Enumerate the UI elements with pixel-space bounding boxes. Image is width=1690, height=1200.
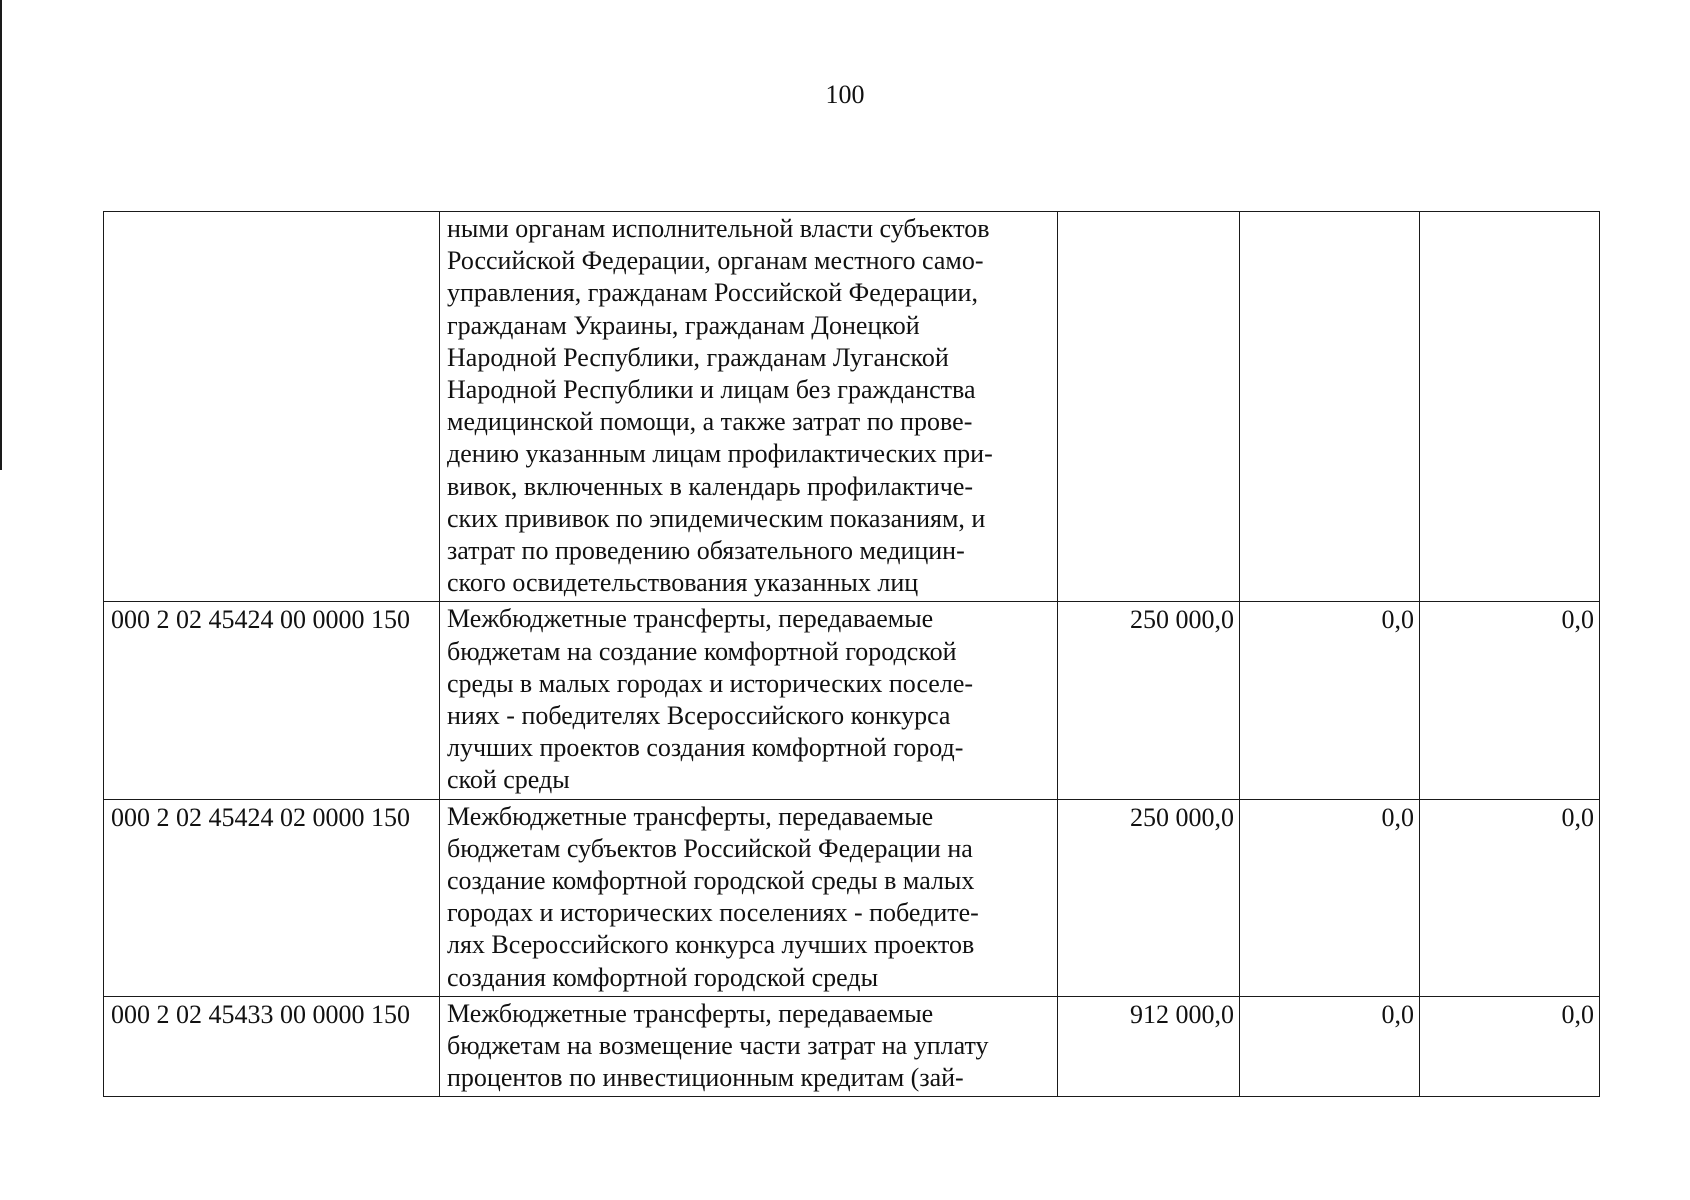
- table-row: [104, 212, 1600, 602]
- row-description: [440, 602, 1058, 799]
- budget-table: [103, 211, 1600, 1097]
- row-code: 000 2 02 45433 00 0000 150: [104, 996, 440, 1097]
- row-value-3: 0,0: [1420, 996, 1600, 1097]
- row-value-1: 912 000,0: [1058, 996, 1240, 1097]
- row-code: 000 2 02 45424 00 0000 150: [104, 602, 440, 799]
- description-line: бюджетам субъектов Российской Федерации на: [447, 833, 973, 863]
- row-value-2: 0,0: [1240, 602, 1420, 799]
- description-line: создания комфортной городской среды: [447, 962, 879, 992]
- table-row: [104, 996, 1600, 1097]
- table-row: [104, 799, 1600, 996]
- description-line: медицинской помощи, а также затрат по прове-: [447, 407, 973, 437]
- description-line: Народной Республики и лицам без гражданства: [447, 375, 976, 405]
- description-line: затрат по проведению обязательного медицин-: [447, 536, 965, 566]
- row-value-3: [1420, 212, 1600, 602]
- row-value-3: 0,0: [1420, 602, 1600, 799]
- description-line: дению указанным лицам профилактических при-: [447, 439, 993, 469]
- budget-table-body: [104, 212, 1600, 1097]
- description-line: создание комфортной городской среды в малых: [447, 866, 975, 896]
- description-line: среды в малых городах и исторических поселе-: [447, 668, 974, 698]
- description-line: процентов по инвестиционным кредитам (зай-: [447, 1063, 964, 1093]
- description-line: ской среды: [447, 765, 570, 795]
- table-row: [104, 602, 1600, 799]
- description-line: гражданам Украины, гражданам Донецкой: [447, 310, 920, 340]
- description-line: ниях - победителях Всероссийского конкурса: [447, 701, 951, 731]
- description-line: ских прививок по эпидемическим показаниям, и: [447, 503, 986, 533]
- description-line: ными органам исполнительной власти субъектов: [447, 214, 990, 243]
- row-value-3: 0,0: [1420, 799, 1600, 996]
- description-line: бюджетам на создание комфортной городской: [447, 636, 957, 666]
- description-line: лях Всероссийского конкурса лучших проектов: [447, 930, 975, 960]
- description-line: вивок, включенных в календарь профилактиче-: [447, 471, 974, 501]
- row-value-2: 0,0: [1240, 799, 1420, 996]
- row-description: [440, 799, 1058, 996]
- description-line: ского освидетельствования указанных лиц: [447, 568, 919, 598]
- row-value-1: 250 000,0: [1058, 799, 1240, 996]
- row-value-2: [1240, 212, 1420, 602]
- description-line: Народной Республики, гражданам Луганской: [447, 342, 949, 372]
- row-value-1: 250 000,0: [1058, 602, 1240, 799]
- row-value-2: 0,0: [1240, 996, 1420, 1097]
- row-value-1: [1058, 212, 1240, 602]
- scan-edge-line: [0, 0, 2, 470]
- description-line: управления, гражданам Российской Федерации,: [447, 278, 978, 308]
- page-number: 100: [825, 80, 865, 109]
- description-line: Межбюджетные трансферты, передаваемые: [447, 998, 934, 1028]
- description-line: Межбюджетные трансферты, передаваемые: [447, 604, 934, 634]
- row-code: 000 2 02 45424 02 0000 150: [104, 799, 440, 996]
- description-line: лучших проектов создания комфортной город-: [447, 733, 964, 763]
- row-description: [440, 212, 1058, 602]
- description-line: городах и исторических поселениях - победите-: [447, 898, 979, 928]
- row-description: [440, 996, 1058, 1097]
- description-line: бюджетам на возмещение части затрат на уплату: [447, 1031, 989, 1061]
- row-code: [104, 212, 440, 602]
- description-line: Межбюджетные трансферты, передаваемые: [447, 801, 934, 831]
- description-line: Российской Федерации, органам местного само-: [447, 246, 984, 276]
